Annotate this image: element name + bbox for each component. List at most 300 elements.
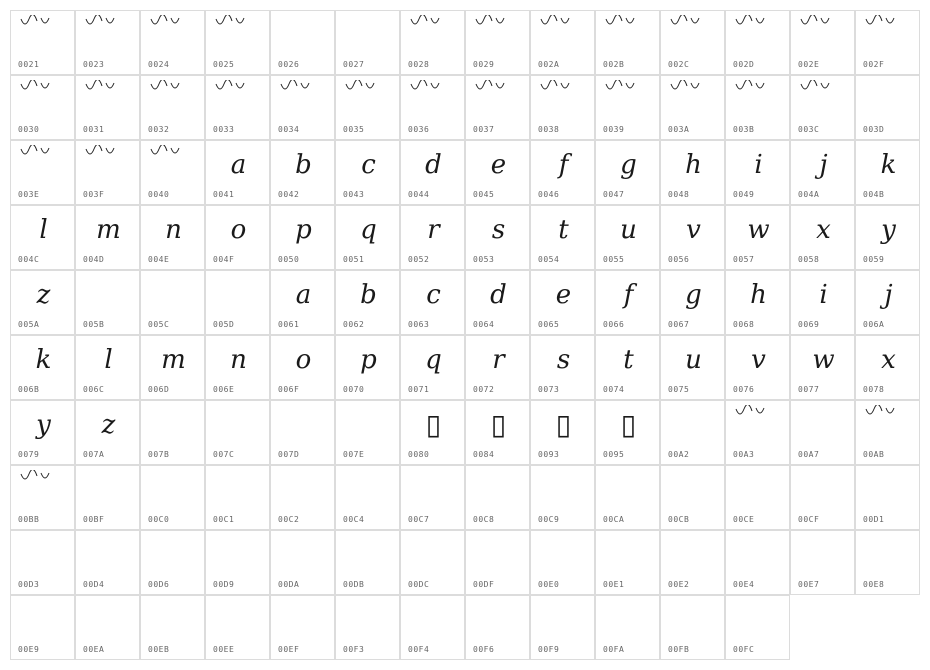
glyph-preview (336, 600, 401, 640)
glyph-preview (336, 15, 401, 55)
glyph-preview: w (812, 345, 835, 375)
glyph-code-label: 0029 (473, 60, 495, 69)
glyph-code-label: 0076 (733, 385, 755, 394)
glyph-cell (270, 400, 335, 465)
glyph-code-label: 00BF (83, 515, 105, 524)
glyph-code-label: 0058 (798, 255, 820, 264)
glyph-code-label: 00A3 (733, 450, 755, 459)
glyph-cell (400, 75, 465, 140)
glyph-cell (660, 75, 725, 140)
glyph-cell (790, 530, 855, 595)
glyph-code-label: 007B (148, 450, 170, 459)
glyph-preview (661, 76, 726, 94)
glyph-cell (10, 75, 75, 140)
glyph-cell (660, 10, 725, 75)
glyph-cell (855, 400, 920, 465)
glyph-code-label: 0068 (733, 320, 755, 329)
glyph-code-label: 0034 (278, 125, 300, 134)
glyph-code-label: 00DA (278, 580, 300, 589)
glyph-preview (401, 76, 466, 94)
glyph-code-label: 002C (668, 60, 690, 69)
glyph-preview: b (360, 280, 377, 310)
glyph-code-label: 0061 (278, 320, 300, 329)
glyph-preview (466, 535, 531, 575)
glyph-preview (401, 470, 466, 510)
glyph-code-label: 004E (148, 255, 170, 264)
glyph-cell (855, 140, 920, 205)
glyph-preview (791, 470, 856, 510)
glyph-code-label: 006E (213, 385, 235, 394)
glyph-code-label: 00E9 (18, 645, 40, 654)
glyph-code-label: 0065 (538, 320, 560, 329)
glyph-cell (140, 75, 205, 140)
glyph-preview (11, 535, 76, 575)
glyph-cell (205, 335, 270, 400)
glyph-preview (141, 600, 206, 640)
glyph-code-label: 00E2 (668, 580, 690, 589)
notdef-box-glyph: ▯ (490, 408, 507, 441)
glyph-code-label: 0050 (278, 255, 300, 264)
glyph-code-label: 00F9 (538, 645, 560, 654)
glyph-preview (206, 11, 271, 29)
glyph-cell (725, 270, 790, 335)
glyph-preview (336, 470, 401, 510)
glyph-cell (335, 205, 400, 270)
glyph-cell (530, 10, 595, 75)
glyph-preview: u (620, 215, 637, 245)
glyph-cell (790, 465, 855, 530)
glyph-preview (596, 470, 661, 510)
glyph-cell (270, 205, 335, 270)
glyph-preview: n (230, 345, 247, 375)
glyph-cell (530, 400, 595, 465)
glyph-cell (660, 400, 725, 465)
glyph-code-label: 003E (18, 190, 40, 199)
glyph-code-label: 00EA (83, 645, 105, 654)
glyph-cell (75, 465, 140, 530)
glyph-cell (335, 75, 400, 140)
glyph-code-label: 002B (603, 60, 625, 69)
glyph-preview: b (295, 150, 312, 180)
glyph-preview: j (819, 150, 828, 180)
glyph-cell (465, 595, 530, 660)
glyph-preview (661, 405, 726, 445)
glyph-code-label: 0067 (668, 320, 690, 329)
glyph-preview (271, 76, 336, 94)
glyph-code-label: 0044 (408, 190, 430, 199)
glyph-cell (855, 530, 920, 595)
glyph-code-label: 007C (213, 450, 235, 459)
glyph-code-label: 0056 (668, 255, 690, 264)
glyph-code-label: 00D3 (18, 580, 40, 589)
glyph-cell (465, 140, 530, 205)
glyph-code-label: 0052 (408, 255, 430, 264)
glyph-code-label: 0095 (603, 450, 625, 459)
glyph-code-label: 0075 (668, 385, 690, 394)
glyph-code-label: 00E1 (603, 580, 625, 589)
glyph-cell (270, 335, 335, 400)
glyph-preview: v (686, 215, 701, 245)
glyph-preview: s (491, 215, 506, 245)
glyph-code-label: 006D (148, 385, 170, 394)
glyph-preview: l (39, 215, 48, 245)
glyph-cell (855, 465, 920, 530)
glyph-code-label: 00EB (148, 645, 170, 654)
glyph-cell (205, 465, 270, 530)
glyph-preview: e (555, 280, 572, 310)
glyph-cell (205, 10, 270, 75)
glyph-cell (75, 205, 140, 270)
glyph-preview (11, 466, 76, 484)
glyph-code-label: 0066 (603, 320, 625, 329)
glyph-cell (465, 205, 530, 270)
glyph-preview (206, 405, 271, 445)
glyph-preview (726, 76, 791, 94)
glyph-code-label: 0064 (473, 320, 495, 329)
glyph-preview (206, 470, 271, 510)
glyph-preview (141, 535, 206, 575)
glyph-preview: h (685, 150, 702, 180)
glyph-cell (10, 10, 75, 75)
glyph-cell (790, 400, 855, 465)
notdef-box-glyph: ▯ (620, 408, 637, 441)
notdef-box-glyph: ▯ (425, 408, 442, 441)
glyph-preview (531, 11, 596, 29)
glyph-preview (661, 11, 726, 29)
glyph-code-label: 00E4 (733, 580, 755, 589)
glyph-code-label: 0045 (473, 190, 495, 199)
glyph-code-label: 0057 (733, 255, 755, 264)
glyph-cell (10, 530, 75, 595)
glyph-code-label: 006A (863, 320, 885, 329)
glyph-preview (791, 11, 856, 29)
glyph-code-label: 002F (863, 60, 885, 69)
glyph-code-label: 00DC (408, 580, 430, 589)
glyph-code-label: 0080 (408, 450, 430, 459)
glyph-preview (531, 76, 596, 94)
glyph-code-label: 004D (83, 255, 105, 264)
glyph-cell (205, 205, 270, 270)
glyph-cell (855, 335, 920, 400)
glyph-code-label: 00F4 (408, 645, 430, 654)
glyph-preview (76, 76, 141, 94)
glyph-code-label: 005C (148, 320, 170, 329)
glyph-code-label: 00DB (343, 580, 365, 589)
glyph-cell (75, 335, 140, 400)
glyph-preview (76, 141, 141, 159)
glyph-cell (855, 10, 920, 75)
glyph-cell (10, 335, 75, 400)
glyph-cell (270, 75, 335, 140)
glyph-code-label: 00D4 (83, 580, 105, 589)
glyph-code-label: 0071 (408, 385, 430, 394)
glyph-code-label: 002A (538, 60, 560, 69)
glyph-preview (726, 401, 791, 419)
glyph-code-label: 0074 (603, 385, 625, 394)
glyph-code-label: 00EF (278, 645, 300, 654)
glyph-code-label: 0073 (538, 385, 560, 394)
glyph-cell (400, 400, 465, 465)
glyph-code-label: 00FA (603, 645, 625, 654)
glyph-cell (205, 400, 270, 465)
glyph-preview: p (360, 345, 377, 375)
glyph-cell (530, 530, 595, 595)
glyph-code-label: 003A (668, 125, 690, 134)
glyph-code-label: 00C2 (278, 515, 300, 524)
glyph-code-label: 0069 (798, 320, 820, 329)
glyph-preview (11, 600, 76, 640)
glyph-preview: d (490, 280, 507, 310)
glyph-preview: z (101, 410, 116, 440)
glyph-cell (400, 465, 465, 530)
glyph-code-label: 00D1 (863, 515, 885, 524)
glyph-code-label: 00C7 (408, 515, 430, 524)
glyph-cell (530, 270, 595, 335)
glyph-cell (595, 335, 660, 400)
glyph-preview (856, 401, 921, 419)
glyph-cell (140, 595, 205, 660)
glyph-code-label: 006B (18, 385, 40, 394)
glyph-preview (271, 600, 336, 640)
glyph-preview (596, 76, 661, 94)
glyph-preview: a (230, 150, 247, 180)
glyph-code-label: 0062 (343, 320, 365, 329)
glyph-preview (206, 535, 271, 575)
glyph-cell (725, 75, 790, 140)
glyph-cell (400, 270, 465, 335)
glyph-code-label: 00F3 (343, 645, 365, 654)
glyph-code-label: 00F6 (473, 645, 495, 654)
glyph-cell (660, 530, 725, 595)
glyph-preview (336, 76, 401, 94)
glyph-preview (401, 11, 466, 29)
glyph-cell (335, 530, 400, 595)
glyph-preview (141, 275, 206, 315)
glyph-preview (206, 76, 271, 94)
glyph-preview: n (165, 215, 182, 245)
glyph-code-label: 0077 (798, 385, 820, 394)
glyph-cell (75, 75, 140, 140)
glyph-code-label: 0031 (83, 125, 105, 134)
glyph-cell (335, 270, 400, 335)
glyph-preview (271, 470, 336, 510)
glyph-code-label: 0078 (863, 385, 885, 394)
glyph-code-label: 005D (213, 320, 235, 329)
glyph-cell (465, 465, 530, 530)
glyph-cell (660, 465, 725, 530)
glyph-code-label: 002E (798, 60, 820, 69)
glyph-cell (140, 335, 205, 400)
glyph-preview: r (427, 215, 440, 245)
glyph-cell (75, 530, 140, 595)
glyph-preview (466, 600, 531, 640)
glyph-cell (270, 270, 335, 335)
glyph-cell (75, 595, 140, 660)
glyph-cell (855, 270, 920, 335)
glyph-code-label: 006C (83, 385, 105, 394)
glyph-code-label: 007A (83, 450, 105, 459)
glyph-cell (140, 10, 205, 75)
glyph-code-label: 004C (18, 255, 40, 264)
glyph-cell (270, 465, 335, 530)
glyph-preview (856, 470, 921, 510)
glyph-preview: t (558, 215, 569, 245)
glyph-cell (140, 465, 205, 530)
glyph-cell (855, 205, 920, 270)
glyph-code-label: 0036 (408, 125, 430, 134)
glyph-preview: e (490, 150, 507, 180)
glyph-cell (205, 140, 270, 205)
glyph-cell (790, 335, 855, 400)
glyph-preview: h (750, 280, 767, 310)
glyph-code-label: 0049 (733, 190, 755, 199)
glyph-grid (10, 10, 920, 660)
glyph-cell (10, 595, 75, 660)
glyph-code-label: 0055 (603, 255, 625, 264)
glyph-preview (531, 600, 596, 640)
glyph-code-label: 0042 (278, 190, 300, 199)
glyph-code-label: 003D (863, 125, 885, 134)
glyph-cell (595, 140, 660, 205)
glyph-cell (790, 75, 855, 140)
glyph-cell (595, 75, 660, 140)
glyph-cell (75, 140, 140, 205)
glyph-preview (141, 76, 206, 94)
glyph-code-label: 0021 (18, 60, 40, 69)
glyph-preview (726, 535, 791, 575)
glyph-cell (530, 140, 595, 205)
glyph-code-label: 0037 (473, 125, 495, 134)
glyph-code-label: 0051 (343, 255, 365, 264)
glyph-code-label: 006F (278, 385, 300, 394)
glyph-preview (661, 535, 726, 575)
glyph-cell (140, 140, 205, 205)
glyph-code-label: 005A (18, 320, 40, 329)
glyph-code-label: 0046 (538, 190, 560, 199)
glyph-preview: j (884, 280, 893, 310)
glyph-preview (76, 275, 141, 315)
glyph-preview (856, 11, 921, 29)
glyph-code-label: 0026 (278, 60, 300, 69)
glyph-code-label: 0054 (538, 255, 560, 264)
glyph-cell (660, 270, 725, 335)
notdef-box-glyph: ▯ (555, 408, 572, 441)
glyph-cell (335, 595, 400, 660)
glyph-preview: p (295, 215, 312, 245)
glyph-code-label: 0053 (473, 255, 495, 264)
glyph-preview (596, 535, 661, 575)
glyph-preview (11, 11, 76, 29)
glyph-code-label: 002D (733, 60, 755, 69)
glyph-code-label: 0023 (83, 60, 105, 69)
glyph-cell (10, 465, 75, 530)
glyph-cell (465, 400, 530, 465)
glyph-cell (790, 140, 855, 205)
glyph-cell (140, 530, 205, 595)
glyph-preview: m (96, 215, 121, 245)
glyph-code-label: 00CB (668, 515, 690, 524)
glyph-code-label: 003F (83, 190, 105, 199)
glyph-preview: i (754, 150, 763, 180)
glyph-code-label: 0048 (668, 190, 690, 199)
glyph-cell (725, 465, 790, 530)
glyph-code-label: 004F (213, 255, 235, 264)
glyph-code-label: 00BB (18, 515, 40, 524)
glyph-code-label: 004A (798, 190, 820, 199)
glyph-preview (336, 535, 401, 575)
glyph-preview: d (425, 150, 442, 180)
glyph-code-label: 00C4 (343, 515, 365, 524)
glyph-preview (76, 535, 141, 575)
glyph-code-label: 0063 (408, 320, 430, 329)
glyph-cell (205, 75, 270, 140)
glyph-code-label: 0084 (473, 450, 495, 459)
glyph-cell (725, 205, 790, 270)
glyph-code-label: 003B (733, 125, 755, 134)
glyph-preview (141, 141, 206, 159)
glyph-preview (856, 535, 921, 575)
glyph-cell (790, 270, 855, 335)
glyph-code-label: 0041 (213, 190, 235, 199)
glyph-code-label: 00E8 (863, 580, 885, 589)
glyph-preview (726, 11, 791, 29)
glyph-code-label: 00CF (798, 515, 820, 524)
glyph-code-label: 00C9 (538, 515, 560, 524)
glyph-preview (596, 600, 661, 640)
glyph-cell (140, 205, 205, 270)
glyph-cell (595, 270, 660, 335)
glyph-preview: t (623, 345, 634, 375)
glyph-preview: y (881, 215, 896, 245)
glyph-preview (726, 470, 791, 510)
glyph-cell (400, 335, 465, 400)
glyph-cell (465, 270, 530, 335)
glyph-preview (76, 11, 141, 29)
glyph-code-label: 0070 (343, 385, 365, 394)
glyph-cell (660, 335, 725, 400)
glyph-preview (661, 470, 726, 510)
glyph-code-label: 00A2 (668, 450, 690, 459)
glyph-code-label: 0027 (343, 60, 365, 69)
glyph-code-label: 0035 (343, 125, 365, 134)
glyph-code-label: 0047 (603, 190, 625, 199)
glyph-cell (400, 595, 465, 660)
glyph-preview: v (751, 345, 766, 375)
glyph-cell (10, 205, 75, 270)
glyph-code-label: 0039 (603, 125, 625, 134)
glyph-preview (401, 600, 466, 640)
glyph-preview: x (816, 215, 831, 245)
glyph-preview (466, 470, 531, 510)
glyph-preview (206, 600, 271, 640)
glyph-code-label: 00D6 (148, 580, 170, 589)
glyph-preview (271, 15, 336, 55)
glyph-cell (595, 465, 660, 530)
glyph-preview (466, 76, 531, 94)
glyph-preview: f (558, 150, 569, 180)
glyph-preview (271, 535, 336, 575)
glyph-cell (335, 465, 400, 530)
glyph-code-label: 0030 (18, 125, 40, 134)
glyph-cell (75, 400, 140, 465)
glyph-cell (725, 140, 790, 205)
glyph-preview: r (492, 345, 505, 375)
glyph-code-label: 007E (343, 450, 365, 459)
glyph-code-label: 00E7 (798, 580, 820, 589)
glyph-code-label: 00D9 (213, 580, 235, 589)
glyph-preview (271, 405, 336, 445)
glyph-cell (10, 140, 75, 205)
